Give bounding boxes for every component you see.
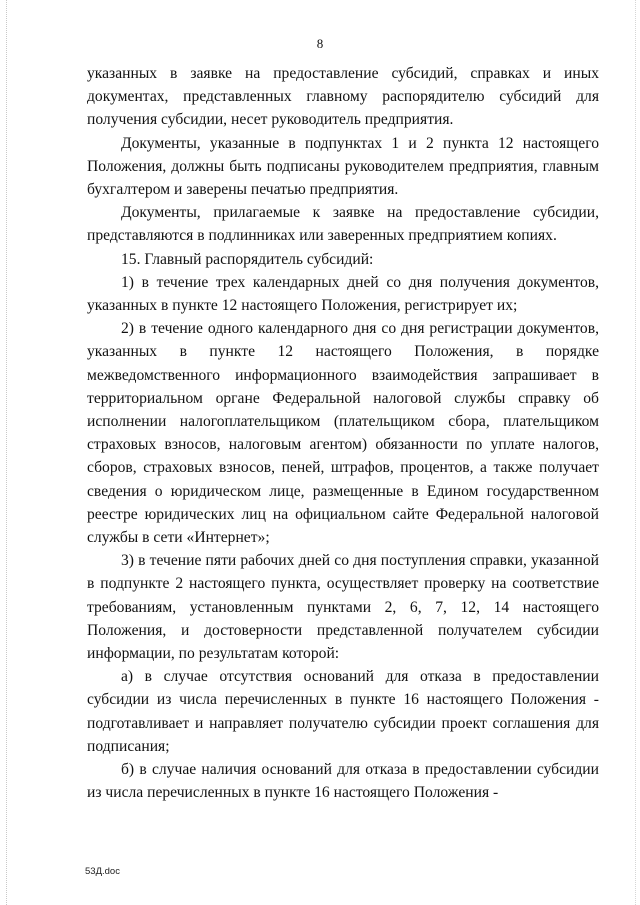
paragraph-subitem-3: 3) в течение пяти рабочих дней со дня поступления справки, указанной в подпункте 2 настоящего пункта, осуществляет проверку на соответствие требованиям, установленным пунктами 2, 6, 7, 12, 14 настоящего Положения, и достоверности представленной получателем субсидии информации, по результатам которой: (87, 552, 599, 663)
document-body (87, 62, 599, 805)
paragraph-documents-signed: Документы, указанные в подпунктах 1 и 2 пункта 12 настоящего Положения, должны быть подписаны руководителем предприятия, главным бухгалтером и заверены печатью предприятия. (87, 134, 599, 199)
footer-filename: 53Д.doc (85, 866, 120, 877)
paragraph-continuation: указанных в заявке на предоставление субсидий, справках и иных документах, представленных главному распорядителю субсидий для получения субсидии, несет руководитель предприятия. (87, 65, 599, 129)
paragraph-subitem-1: 1) в течение трех календарных дней со дня получения документов, указанных в пункте 12 настоящего Положения, регистрирует их; (87, 273, 599, 315)
paragraph-subitem-2: 2) в течение одного календарного дня со дня регистрации документов, указанных в пункте 12 настоящего Положения, в порядке межведомственного информационного взаимодействия запрашивает в территориальном органе Федеральной налоговой службы справку об исполнении налогоплательщиком (плательщиком сбора, плательщиком страховых взносов, налоговым агентом) обязанности по уплате налогов, сборов, страховых взносов, пеней, штрафов, процентов, а также получает сведения о юридическом лице, размещенные в Едином государственном реестре юридических лиц на официальном сайте Федеральной налоговой службы в сети «Интернет»; (87, 320, 599, 547)
paragraph-documents-attached: Документы, прилагаемые к заявке на предоставление субсидии, представляются в подлинниках или заверенных предприятием копиях. (87, 204, 599, 245)
page-edge-right (635, 0, 636, 905)
paragraph-subitem-b: б) в случае наличия оснований для отказа в предоставлении субсидии из числа перечисленных в пункте 16 настоящего Положения - (87, 761, 599, 802)
page-edge-left (6, 0, 7, 905)
paragraph-subitem-a: а) в случае отсутствия оснований для отказа в предоставлении субсидии из числа перечисленных в пункте 16 настоящего Положения - подготавливает и направляет получателю субсидии проект соглашения для подписания; (87, 668, 599, 755)
paragraph-item-15: 15. Главный распорядитель субсидий: (121, 250, 374, 268)
page-number: 8 (316, 36, 324, 51)
